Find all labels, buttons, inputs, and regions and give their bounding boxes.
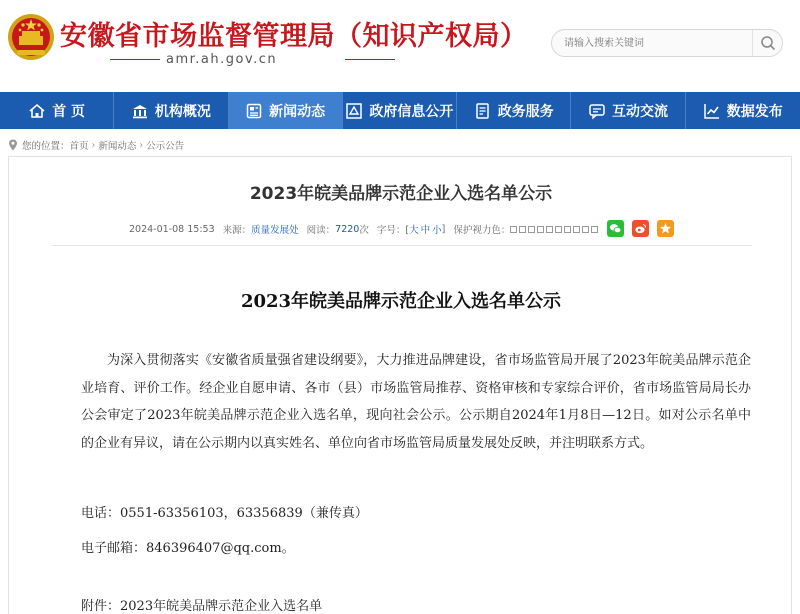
- nav-label: 首 页: [52, 103, 86, 120]
- favorite-button[interactable]: [657, 220, 674, 237]
- share-weibo-button[interactable]: [632, 220, 649, 237]
- nav-label: 新闻动态: [269, 103, 326, 120]
- contact-phone: 电话：0551-63356103，63356839（兼传真）: [81, 506, 368, 521]
- views-unit: 次: [359, 225, 369, 236]
- breadcrumb-separator: ›: [139, 139, 144, 151]
- eye-care-swatch[interactable]: [537, 226, 544, 233]
- breadcrumb-news-link[interactable]: 新闻动态: [98, 141, 137, 152]
- contact-email: 电子邮箱：846396407@qq.com。: [81, 541, 295, 556]
- source-label: 来源：: [222, 225, 252, 236]
- favorite-icon: [659, 222, 672, 235]
- nav-label: 互动交流: [611, 103, 668, 120]
- breadcrumb-prefix: 您的位置：: [22, 141, 70, 152]
- domain-divider-right: [345, 59, 395, 60]
- nav-item-services[interactable]: [457, 92, 571, 129]
- breadcrumb-notice-link[interactable]: 公示公告: [146, 141, 185, 152]
- government-info-icon: [345, 102, 363, 120]
- nav-label: 政府信息公开: [369, 103, 454, 120]
- article-title: 2023年皖美品牌示范企业入选名单公示: [249, 184, 553, 204]
- eye-care-swatch[interactable]: [528, 226, 535, 233]
- chat-icon: [588, 102, 606, 120]
- wechat-icon: [609, 222, 622, 235]
- site-title: 安徽省市场监督管理局（知识产权局）: [60, 21, 528, 52]
- domain-divider-left: [110, 59, 160, 60]
- nav-item-interaction[interactable]: [571, 92, 685, 129]
- home-icon: [28, 102, 46, 120]
- eye-care-swatch[interactable]: [564, 226, 571, 233]
- service-icon: [474, 102, 492, 120]
- nav-label: 政务服务: [497, 103, 554, 120]
- breadcrumb-home-link[interactable]: 首页: [69, 141, 89, 152]
- nav-item-organization[interactable]: [114, 92, 228, 129]
- weibo-icon: [634, 222, 647, 235]
- font-size-medium-button[interactable]: 中: [420, 225, 431, 236]
- nav-label: 机构概况: [154, 103, 211, 120]
- breadcrumb-separator: ›: [91, 139, 96, 151]
- building-icon: [131, 102, 149, 120]
- eye-care-swatch[interactable]: [582, 226, 589, 233]
- article-meta: [129, 221, 598, 237]
- nav-item-data[interactable]: [686, 92, 800, 129]
- eye-care-label: 保护视力色：: [453, 225, 511, 236]
- attachment-link[interactable]: 附件：2023年皖美品牌示范企业入选名单: [81, 599, 323, 614]
- news-icon: [245, 102, 263, 120]
- font-size-small-button[interactable]: 小: [432, 225, 442, 236]
- nav-label: 数据发布: [726, 103, 783, 120]
- font-size-large-button[interactable]: 大: [409, 225, 419, 236]
- nav-item-home[interactable]: [0, 92, 114, 129]
- publish-date: 2024-01-08 15:53: [129, 223, 215, 235]
- nav-item-government-info[interactable]: [343, 92, 457, 129]
- eye-care-swatch[interactable]: [519, 226, 526, 233]
- eye-care-swatches: [510, 226, 598, 233]
- search-input[interactable]: [564, 36, 749, 51]
- eye-care-swatch[interactable]: [555, 226, 562, 233]
- article-paragraph: 为深入贯彻落实《安徽省质量强省建设纲要》，大力推进品牌建设，省市场监管局开展了2023年皖美品牌示范企业培育、评价工作。经企业自愿申请、各市（县）市场监管局推荐、资格审核和专家综合评价，省市场监管局局长办公会审定了2023年皖美品牌示范企业入选名单，现向社会公示。公示期自2024年1月8日—12日。如对公示名单中的企业有异议，请在公示期内以真实姓名、单位向省市场监管局质量发展处反映，并注明联系方式。: [81, 353, 751, 451]
- search-box: [551, 29, 783, 57]
- national-emblem-icon: [6, 12, 56, 62]
- eye-care-swatch[interactable]: [510, 226, 517, 233]
- eye-care-swatch[interactable]: [546, 226, 553, 233]
- eye-care-swatch[interactable]: [591, 226, 598, 233]
- font-size-bracket: ]: [441, 223, 446, 235]
- source-link[interactable]: 质量发展处: [251, 225, 299, 236]
- eye-care-swatch[interactable]: [573, 226, 580, 233]
- search-button[interactable]: [752, 30, 782, 56]
- chart-icon: [703, 102, 721, 120]
- font-size-label: 字号：[: [376, 225, 410, 236]
- breadcrumb: [8, 138, 184, 152]
- location-pin-icon: [8, 139, 18, 151]
- views-label: 阅读：: [306, 225, 336, 236]
- article-panel: [8, 156, 792, 614]
- document-title: 2023年皖美品牌示范企业入选名单公示: [240, 291, 562, 312]
- share-wechat-button[interactable]: [607, 220, 624, 237]
- views-count: 7220: [335, 223, 360, 235]
- nav-item-news[interactable]: [229, 92, 343, 129]
- search-icon: [760, 35, 776, 51]
- site-header: [0, 0, 800, 92]
- meta-divider: [52, 245, 752, 246]
- main-nav: [0, 92, 800, 129]
- site-domain: amr.ah.gov.cn: [166, 52, 278, 67]
